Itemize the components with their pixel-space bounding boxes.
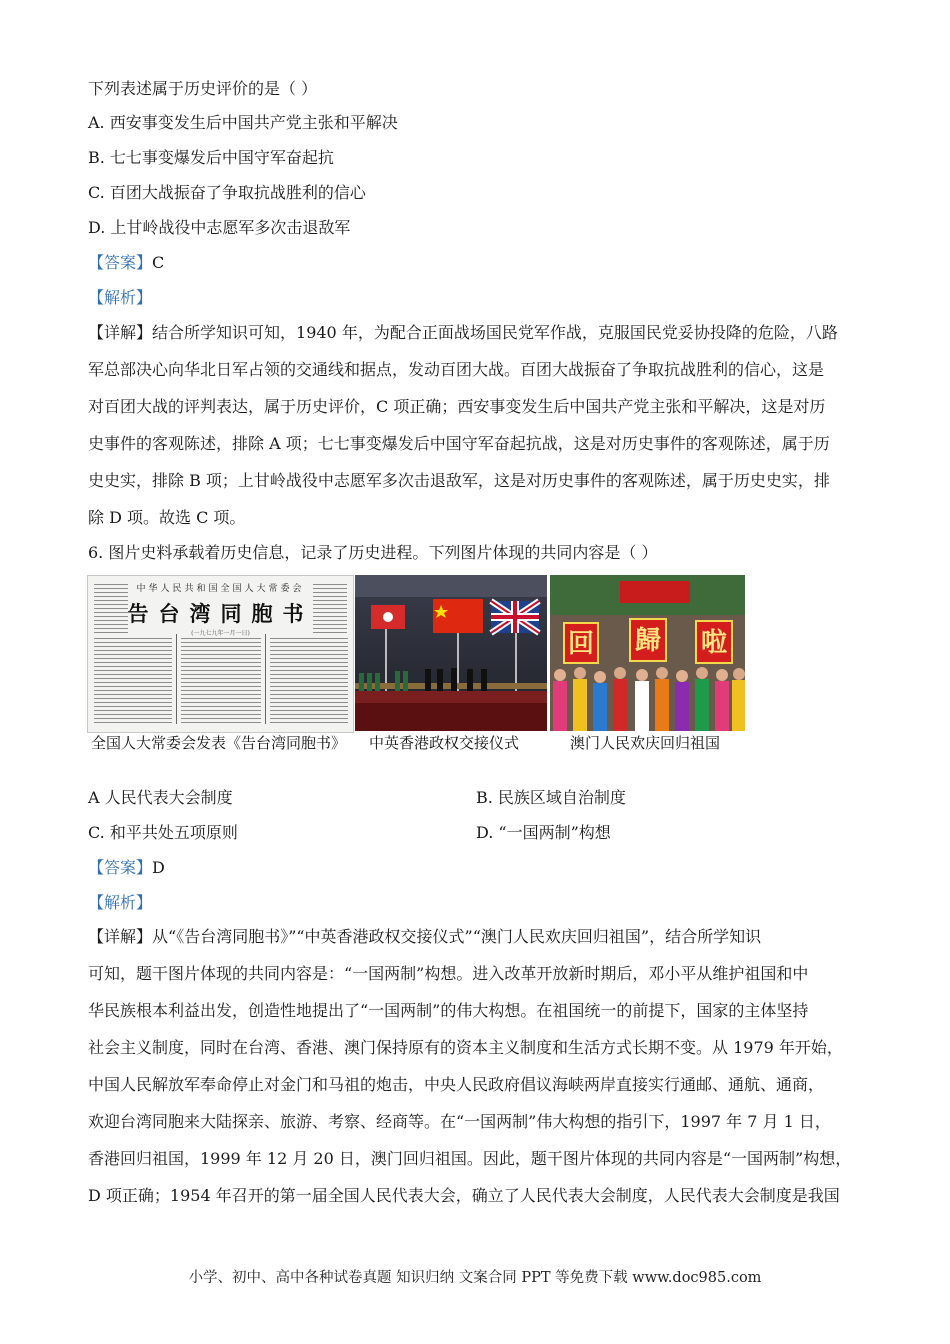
detail-line: 香港回归祖国，1999 年 12 月 20 日，澳门回归祖国。因此，题干图片体现的共同内容是“一国两制”构想， — [88, 1149, 852, 1168]
q6-analysis-tag: 【解析】 — [88, 893, 153, 912]
detail-line: D 项正确；1954 年召开的第一届全国人民代表大会，确立了人民代表大会制度，人民代表大会制度是我国 — [88, 1186, 840, 1205]
uk-flag — [491, 601, 539, 633]
detail-line: 华民族根本利益出发，创造性地提出了“一国两制”的伟大构想。在祖国统一的前提下，国家的主体坚持 — [88, 1001, 809, 1020]
q6-answer — [88, 857, 165, 879]
newspaper-title: 告台湾同胞书 — [127, 601, 314, 626]
caption-taiwan-letter: 全国人大常委会发表《告台湾同胞书》 — [91, 734, 347, 752]
q6-option-d: D. “一国两制”构想 — [476, 823, 611, 842]
q5-option-d: D. 上甘岭战役中志愿军多次击退敌军 — [88, 218, 351, 237]
macao-celebration-image — [550, 575, 745, 731]
q6-option-b: B. 民族区域自治制度 — [476, 788, 626, 807]
q5-option-a: A. 西安事变发生后中国共产党主张和平解决 — [88, 113, 398, 132]
newspaper-photo — [87, 575, 354, 733]
detail-tag: 【详解】 — [88, 927, 153, 946]
detail-line: 社会主义制度，同时在台湾、香港、澳门保持原有的资本主义制度和生活方式长期不变。从 1979 年开始， — [88, 1038, 843, 1057]
newspaper-date: (一九七九年一月一日) — [191, 630, 250, 637]
detail-line: 【详解】结合所学知识可知，1940 年，为配合正面战场国民党军作战，克服国民党妥协投降的危险，八路 — [88, 323, 838, 342]
banner-char: 啦 — [700, 628, 728, 658]
q5-analysis-tag: 【解析】 — [88, 288, 153, 307]
answer-value: C — [152, 253, 165, 272]
china-flag — [433, 599, 483, 633]
detail-line: 史事件的客观陈述，排除 A 项；七七事变爆发后中国守军奋起抗战，这是对历史事件的客观陈述，属于历 — [88, 434, 830, 453]
newspaper-text-column — [94, 638, 172, 726]
page-footer: 小学、初中、高中各种试卷真题 知识归纳 文案合同 PPT 等免费下载 www.doc985.com — [188, 1270, 762, 1286]
detail-tag: 【详解】 — [88, 323, 153, 342]
q5-stem: 下列表述属于历史评价的是（ ） — [88, 79, 318, 98]
newspaper-divider — [265, 634, 266, 724]
macao-celebration-photo — [550, 575, 745, 731]
newspaper-divider — [176, 634, 177, 724]
banner-char: 回 — [567, 629, 595, 659]
detail-line: 中国人民解放军奉命停止对金门和马祖的炮击，中央人民政府倡议海峡两岸直接实行通邮、通航、通商， — [88, 1075, 825, 1094]
newspaper-header: 中华人民共和国全国人大常委会 — [136, 584, 305, 594]
detail-line: 可知，题干图片体现的共同内容是：“一国两制”构想。进入改革开放新时期后，邓小平从维护祖国和中 — [88, 964, 809, 983]
caption-macao-return: 澳门人民欢庆回归祖国 — [570, 734, 721, 752]
q5-detail — [88, 314, 860, 536]
newspaper-text-column — [94, 584, 128, 634]
handover-ceremony-photo — [355, 575, 547, 731]
detail-line: 除 D 项。故选 C 项。 — [88, 508, 246, 527]
detail-line: 欢迎台湾同胞来大陆探亲、旅游、考察、经商等。在“一国两制”伟大构想的指引下，1997 年 7 月 1 日， — [88, 1112, 831, 1131]
banner-char: 歸 — [634, 626, 662, 656]
answer-value: D — [152, 858, 165, 877]
caption-hk-handover: 中英香港政权交接仪式 — [369, 734, 520, 752]
handover-ceremony-image — [355, 575, 547, 731]
answer-tag: 【答案】 — [88, 253, 153, 272]
q6-detail — [88, 918, 860, 1214]
detail-line: 军总部决心向华北日军占领的交通线和据点，发动百团大战。百团大战振奋了争取抗战胜利的信心，这是 — [88, 360, 825, 379]
detail-line: 【详解】从“《告台湾同胞书》”“中英香港政权交接仪式”“澳门人民欢庆回归祖国”，结合所学知识 — [88, 927, 762, 946]
q6-option-c: C. 和平共处五项原则 — [88, 823, 238, 842]
q6-photo-strip — [87, 575, 745, 757]
q6-stem: 6. 图片史料承载着历史信息，记录了历史进程。下列图片体现的共同内容是（ ） — [88, 543, 658, 562]
newspaper-text-column — [313, 584, 347, 634]
banner-signs — [564, 619, 732, 663]
newspaper-text-column — [270, 638, 348, 726]
q5-option-b: B. 七七事变爆发后中国守军奋起抗 — [88, 148, 334, 167]
q5-answer — [88, 252, 164, 274]
newspaper-text-column — [181, 638, 261, 726]
q6-option-a: A 人民代表大会制度 — [88, 788, 233, 807]
answer-tag: 【答案】 — [88, 858, 153, 877]
hk-flag — [371, 605, 405, 629]
q5-option-c: C. 百团大战振奋了争取抗战胜利的信心 — [88, 183, 366, 202]
detail-line: 史史实，排除 B 项；上甘岭战役中志愿军多次击退敌军，这是对历史事件的客观陈述，属于历史史实，排 — [88, 471, 830, 490]
detail-line: 对百团大战的评判表达，属于历史评价，C 项正确；西安事变发生后中国共产党主张和平解决，这是对历 — [88, 397, 826, 416]
